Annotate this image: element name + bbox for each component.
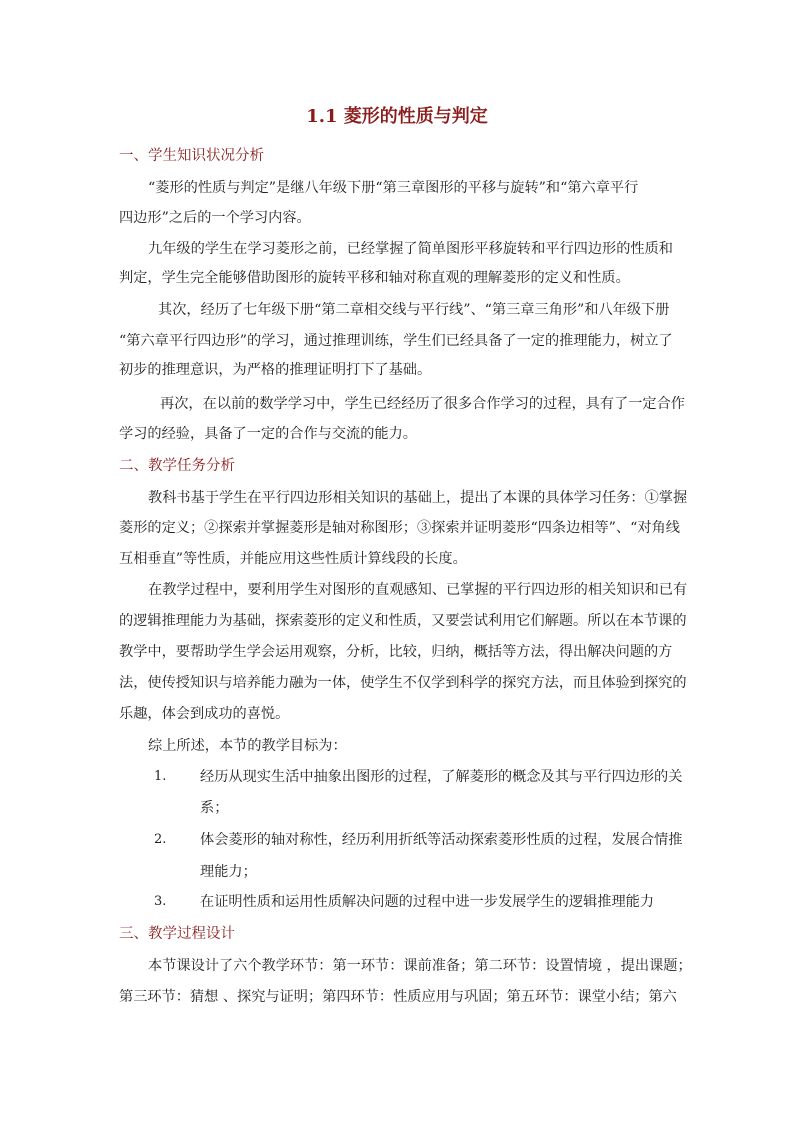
text-line: 其次，经历了七年级下册“第二章相交线与平行线”、“第三章三角形”和八年级下册: [158, 302, 670, 318]
text-line: 乐趣，体会到成功的喜悦。: [119, 706, 290, 722]
text-line: 的逻辑推理能力为基础，探索菱形的定义和性质，又要尝试利用它们解题。所以在本节课的: [119, 613, 687, 629]
list-number: 2.: [154, 832, 167, 847]
section-heading-process-design: 三、教学过程设计: [119, 926, 235, 942]
text-line: 再次，在以前的数学学习中，学生已经经历了很多合作学习的过程，具有了一定合作: [160, 396, 685, 412]
text-line: 法，使传授知识与培养能力融为一体，使学生不仅学到科学的探究方法，而且体验到探究的: [119, 675, 687, 691]
text-line: 学习的经验，具备了一定的合作与交流的能力。: [119, 426, 417, 442]
text-line: 教学中，要帮助学生学会运用观察，分析，比较，归纳，概括等方法，得出解决问题的方: [119, 644, 673, 660]
text-line: 四边形”之后的一个学习内容。: [119, 210, 311, 226]
text-line: 教科书基于学生在平行四边形相关知识的基础上，提出了本课的具体学习任务：①掌握: [148, 490, 688, 506]
list-number: 1.: [154, 769, 167, 784]
text-line: 理能力；: [200, 864, 257, 880]
text-line: 在证明性质和运用性质解决问题的过程中进一步发展学生的逻辑推理能力: [200, 894, 655, 910]
text-line: 判定，学生完全能够借助图形的旋转平移和轴对称直观的理解菱形的定义和性质。: [119, 270, 630, 286]
section-heading-knowledge-analysis: 一、学生知识状况分析: [119, 148, 264, 164]
document-title: 1.1 菱形的性质与判定: [306, 106, 488, 127]
text-line: 经历从现实生活中抽象出图形的过程，了解菱形的概念及其与平行四边形的关: [200, 769, 683, 785]
text-line: 体会菱形的轴对称性，经历利用折纸等活动探索菱形性质的过程，发展合情推: [200, 832, 683, 848]
text-line: 综上所述，本节的教学目标为：: [148, 738, 347, 754]
text-line: 在教学过程中，要利用学生对图形的直观感知、已掌握的平行四边形的相关知识和已有: [148, 582, 688, 598]
list-number: 3.: [154, 894, 167, 909]
text-line: “菱形的性质与判定”是继八年级下册“第三章图形的平移与旋转”和“第六章平行: [148, 180, 639, 196]
text-line: 初步的推理意识，为严格的推理证明打下了基础。: [119, 362, 432, 378]
text-line: 第三环节：猜想 、探究与证明；第四环节：性质应用与巩固；第五环节：课堂小结；第六: [119, 989, 677, 1005]
text-line: “第六章平行四边形”的学习，通过推理训练，学生们已经具备了一定的推理能力，树立了: [119, 333, 673, 349]
text-line: 互相垂直”等性质，并能应用这些性质计算线段的长度。: [119, 551, 467, 567]
section-heading-task-analysis: 二、教学任务分析: [119, 458, 235, 474]
text-line: 本节课设计了六个教学环节：第一环节：课前准备；第二环节：设置情境 ，提出课题；: [148, 958, 692, 974]
text-line: 菱形的定义；②探索并掌握菱形是轴对称图形；③探索并证明菱形“四条边相等”、“对角线: [119, 520, 680, 536]
text-line: 系；: [200, 800, 229, 816]
text-line: 九年级的学生在学习菱形之前，已经掌握了简单图形平移旋转和平行四边形的性质和: [148, 241, 673, 257]
